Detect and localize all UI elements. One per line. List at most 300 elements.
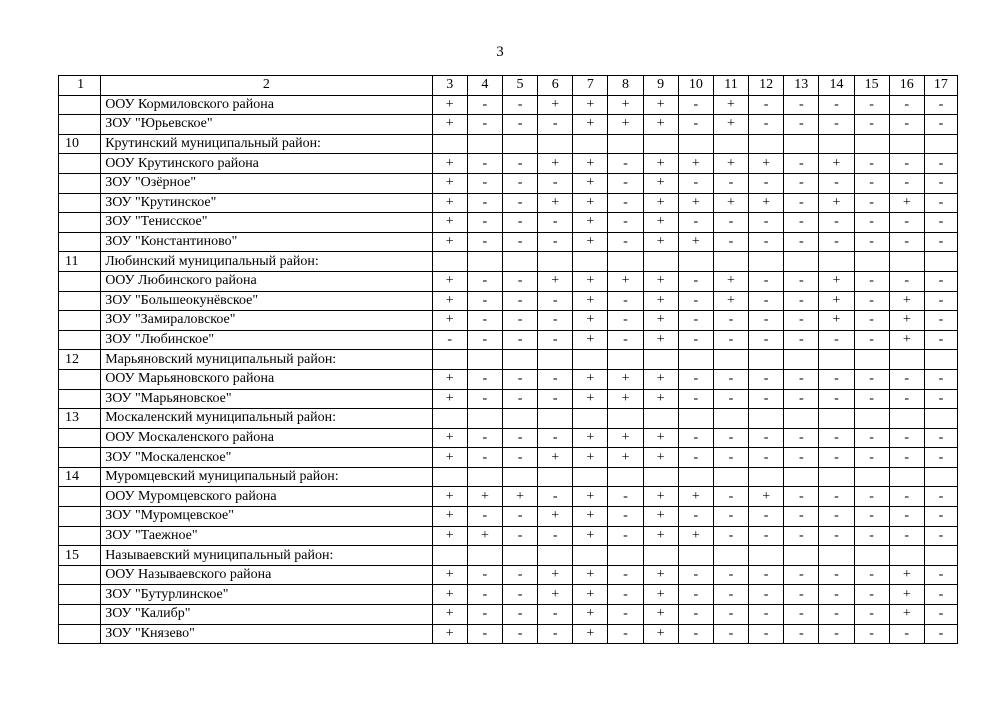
mark-cell: - (749, 173, 784, 193)
table-row (59, 271, 958, 291)
mark-cell (608, 252, 643, 272)
mark-cell (819, 134, 854, 154)
mark-cell: + (889, 330, 924, 350)
table-row (59, 213, 958, 233)
mark-cell (784, 134, 819, 154)
mark-cell: - (784, 428, 819, 448)
mark-cell: - (819, 526, 854, 546)
table-row (59, 507, 958, 527)
mark-cell: - (467, 291, 502, 311)
district-row (59, 350, 958, 370)
mark-cell (889, 546, 924, 566)
row-number (59, 389, 101, 409)
mark-cell: + (538, 154, 573, 174)
mark-cell: + (608, 95, 643, 115)
mark-cell: - (538, 330, 573, 350)
mark-cell: - (784, 565, 819, 585)
mark-cell: + (678, 487, 713, 507)
mark-cell: - (889, 428, 924, 448)
mark-cell: - (924, 291, 957, 311)
mark-cell: - (854, 213, 889, 233)
row-number (59, 428, 101, 448)
mark-cell: - (713, 487, 748, 507)
mark-cell: + (643, 213, 678, 233)
mark-cell (889, 409, 924, 429)
mark-cell: - (854, 95, 889, 115)
mark-cell: - (678, 115, 713, 135)
mark-cell (538, 252, 573, 272)
mark-cell: - (502, 95, 537, 115)
mark-cell: - (678, 565, 713, 585)
mark-cell: - (889, 271, 924, 291)
mark-cell: - (713, 311, 748, 331)
mark-cell: - (819, 624, 854, 644)
mark-cell: + (713, 154, 748, 174)
mark-cell (854, 350, 889, 370)
mark-cell: + (467, 526, 502, 546)
mark-cell: - (502, 193, 537, 213)
mark-cell: - (713, 369, 748, 389)
row-number (59, 115, 101, 135)
mark-cell: + (643, 448, 678, 468)
mark-cell: - (538, 526, 573, 546)
mark-cell: + (643, 115, 678, 135)
mark-cell: + (573, 232, 608, 252)
mark-cell (538, 350, 573, 370)
column-header-3: 3 (432, 76, 467, 96)
mark-cell (608, 134, 643, 154)
page-number: 3 (496, 44, 504, 60)
mark-cell: - (467, 95, 502, 115)
mark-cell: - (819, 369, 854, 389)
organization-name: ЗОУ "Юрьевское" (101, 115, 432, 135)
mark-cell (749, 134, 784, 154)
mark-cell: - (749, 291, 784, 311)
organization-name: ООУ Муромцевского района (101, 487, 432, 507)
mark-cell: + (819, 154, 854, 174)
table-row (59, 585, 958, 605)
mark-cell: + (432, 291, 467, 311)
organization-name: ЗОУ "Калибр" (101, 605, 432, 625)
mark-cell: - (467, 330, 502, 350)
mark-cell: - (819, 565, 854, 585)
mark-cell: + (573, 291, 608, 311)
row-number (59, 291, 101, 311)
mark-cell (538, 409, 573, 429)
mark-cell: + (432, 369, 467, 389)
mark-cell: - (713, 213, 748, 233)
district-row (59, 546, 958, 566)
column-header-15: 15 (854, 76, 889, 96)
mark-cell: - (924, 311, 957, 331)
mark-cell: - (889, 526, 924, 546)
mark-cell: + (819, 193, 854, 213)
mark-cell (678, 546, 713, 566)
table-row (59, 291, 958, 311)
mark-cell: - (784, 232, 819, 252)
mark-cell: - (678, 369, 713, 389)
mark-cell (713, 546, 748, 566)
mark-cell: - (784, 311, 819, 331)
mark-cell: - (819, 115, 854, 135)
mark-cell (467, 546, 502, 566)
mark-cell: - (608, 154, 643, 174)
column-header-12: 12 (749, 76, 784, 96)
mark-cell (678, 467, 713, 487)
mark-cell (678, 134, 713, 154)
mark-cell: - (713, 605, 748, 625)
mark-cell (924, 409, 957, 429)
mark-cell: - (467, 213, 502, 233)
mark-cell: - (924, 428, 957, 448)
mark-cell: - (924, 624, 957, 644)
row-number (59, 624, 101, 644)
mark-cell: - (854, 487, 889, 507)
mark-cell: - (889, 624, 924, 644)
mark-cell: + (643, 271, 678, 291)
mark-cell (924, 134, 957, 154)
mark-cell (538, 467, 573, 487)
mark-cell (502, 350, 537, 370)
row-number: 14 (59, 467, 101, 487)
row-number (59, 585, 101, 605)
mark-cell: - (819, 605, 854, 625)
mark-cell: - (678, 605, 713, 625)
column-header-2: 2 (101, 76, 432, 96)
mark-cell: - (538, 115, 573, 135)
mark-cell: + (432, 448, 467, 468)
mark-cell: - (502, 585, 537, 605)
mark-cell: + (643, 311, 678, 331)
organization-name: ЗОУ "Князево" (101, 624, 432, 644)
header-row (59, 76, 958, 96)
mark-cell: + (432, 585, 467, 605)
mark-cell: - (678, 624, 713, 644)
organization-name: ЗОУ "Большеокунёвское" (101, 291, 432, 311)
mark-cell (432, 546, 467, 566)
row-number: 15 (59, 546, 101, 566)
table-row (59, 173, 958, 193)
table-row (59, 565, 958, 585)
mark-cell: - (924, 330, 957, 350)
mark-cell: + (573, 428, 608, 448)
mark-cell: + (573, 95, 608, 115)
mark-cell: - (749, 115, 784, 135)
mark-cell: + (502, 487, 537, 507)
mark-cell (713, 409, 748, 429)
mark-cell: - (538, 389, 573, 409)
mark-cell: + (432, 507, 467, 527)
mark-cell (924, 546, 957, 566)
mark-cell: + (432, 624, 467, 644)
mark-cell: - (854, 193, 889, 213)
mark-cell (467, 134, 502, 154)
mark-cell (538, 134, 573, 154)
mark-cell: - (713, 330, 748, 350)
mark-cell (819, 546, 854, 566)
mark-cell: + (573, 369, 608, 389)
mark-cell: - (608, 507, 643, 527)
mark-cell: - (889, 232, 924, 252)
mark-cell: - (889, 115, 924, 135)
mark-cell: - (502, 526, 537, 546)
mark-cell: + (643, 95, 678, 115)
mark-cell (854, 252, 889, 272)
district-row (59, 134, 958, 154)
mark-cell (502, 409, 537, 429)
table-row (59, 115, 958, 135)
mark-cell: + (432, 271, 467, 291)
mark-cell: + (538, 95, 573, 115)
mark-cell: - (854, 154, 889, 174)
mark-cell: - (784, 448, 819, 468)
mark-cell: - (678, 311, 713, 331)
mark-cell (854, 134, 889, 154)
mark-cell: - (784, 291, 819, 311)
mark-cell (608, 467, 643, 487)
mark-cell: + (432, 232, 467, 252)
district-name: Любинский муниципальный район: (101, 252, 432, 272)
mark-cell (924, 252, 957, 272)
row-number (59, 154, 101, 174)
mark-cell: + (573, 311, 608, 331)
mark-cell (643, 350, 678, 370)
mark-cell: + (643, 291, 678, 311)
mark-cell: + (432, 193, 467, 213)
column-header-11: 11 (713, 76, 748, 96)
mark-cell: - (889, 487, 924, 507)
mark-cell: - (749, 369, 784, 389)
mark-cell: - (749, 448, 784, 468)
column-header-7: 7 (573, 76, 608, 96)
table-row (59, 428, 958, 448)
mark-cell: + (608, 115, 643, 135)
column-header-9: 9 (643, 76, 678, 96)
mark-cell: - (889, 389, 924, 409)
mark-cell: - (538, 291, 573, 311)
mark-cell: - (678, 173, 713, 193)
mark-cell: + (643, 154, 678, 174)
mark-cell: - (538, 173, 573, 193)
mark-cell: - (854, 605, 889, 625)
organization-name: ЗОУ "Озёрное" (101, 173, 432, 193)
mark-cell: + (573, 213, 608, 233)
mark-cell: + (432, 213, 467, 233)
row-number: 10 (59, 134, 101, 154)
mark-cell: + (643, 507, 678, 527)
mark-cell: - (502, 605, 537, 625)
mark-cell: + (889, 585, 924, 605)
mark-cell: + (819, 311, 854, 331)
mark-cell (819, 252, 854, 272)
mark-cell: - (749, 389, 784, 409)
organization-name: ЗОУ "Бутурлинское" (101, 585, 432, 605)
mark-cell: + (643, 369, 678, 389)
mark-cell (467, 252, 502, 272)
mark-cell: - (502, 369, 537, 389)
mark-cell: - (819, 448, 854, 468)
mark-cell: + (749, 487, 784, 507)
mark-cell: + (678, 232, 713, 252)
mark-cell: + (573, 507, 608, 527)
mark-cell: + (678, 154, 713, 174)
mark-cell (502, 546, 537, 566)
mark-cell: - (678, 213, 713, 233)
mark-cell (749, 409, 784, 429)
mark-cell: - (467, 605, 502, 625)
mark-cell: + (713, 193, 748, 213)
mark-cell: - (784, 605, 819, 625)
mark-cell: - (924, 271, 957, 291)
mark-cell: - (854, 565, 889, 585)
mark-cell: - (784, 487, 819, 507)
row-number (59, 193, 101, 213)
mark-cell: - (924, 115, 957, 135)
organization-name: ЗОУ "Муромцевское" (101, 507, 432, 527)
mark-cell: - (678, 389, 713, 409)
mark-cell: - (854, 232, 889, 252)
mark-cell: - (749, 232, 784, 252)
organization-name: ООУ Любинского района (101, 271, 432, 291)
mark-cell: - (713, 624, 748, 644)
mark-cell: - (819, 173, 854, 193)
organization-name: ЗОУ "Замираловское" (101, 311, 432, 331)
mark-cell (573, 252, 608, 272)
mark-cell (819, 350, 854, 370)
district-row (59, 467, 958, 487)
mark-cell: + (643, 487, 678, 507)
mark-cell: - (749, 428, 784, 448)
mark-cell: - (713, 565, 748, 585)
mark-cell: - (854, 173, 889, 193)
mark-cell: - (713, 232, 748, 252)
organization-name: ООУ Крутинского района (101, 154, 432, 174)
table-row (59, 193, 958, 213)
mark-cell: + (889, 311, 924, 331)
mark-cell: - (467, 585, 502, 605)
mark-cell: - (784, 624, 819, 644)
mark-cell (643, 409, 678, 429)
mark-cell: + (573, 330, 608, 350)
mark-cell: + (819, 291, 854, 311)
mark-cell: - (467, 565, 502, 585)
mark-cell: - (467, 389, 502, 409)
row-number (59, 605, 101, 625)
organization-name: ООУ Марьяновского района (101, 369, 432, 389)
mark-cell (467, 350, 502, 370)
mark-cell: + (643, 232, 678, 252)
column-header-5: 5 (502, 76, 537, 96)
mark-cell (749, 546, 784, 566)
table-row (59, 154, 958, 174)
mark-cell: + (889, 193, 924, 213)
mark-cell (502, 467, 537, 487)
mark-cell: - (713, 389, 748, 409)
mark-cell (854, 409, 889, 429)
mark-cell: - (749, 585, 784, 605)
mark-cell: - (924, 389, 957, 409)
mark-cell: + (749, 193, 784, 213)
district-name: Марьяновский муниципальный район: (101, 350, 432, 370)
row-number: 12 (59, 350, 101, 370)
mark-cell: - (502, 311, 537, 331)
row-number (59, 526, 101, 546)
mark-cell: + (643, 193, 678, 213)
mark-cell: - (538, 213, 573, 233)
mark-cell: - (924, 487, 957, 507)
column-header-10: 10 (678, 76, 713, 96)
mark-cell (467, 409, 502, 429)
mark-cell: - (608, 585, 643, 605)
mark-cell: - (854, 389, 889, 409)
mark-cell: - (467, 154, 502, 174)
mark-cell: - (854, 330, 889, 350)
mark-cell: - (854, 624, 889, 644)
table-row (59, 605, 958, 625)
mark-cell: - (749, 624, 784, 644)
mark-cell: - (889, 369, 924, 389)
mark-cell (854, 546, 889, 566)
mark-cell: - (538, 605, 573, 625)
mark-cell: - (854, 526, 889, 546)
mark-cell: + (608, 448, 643, 468)
mark-cell: + (608, 271, 643, 291)
mark-cell: - (924, 213, 957, 233)
mark-cell: - (924, 193, 957, 213)
organization-name: ЗОУ "Крутинское" (101, 193, 432, 213)
mark-cell: - (713, 526, 748, 546)
mark-cell: - (678, 271, 713, 291)
mark-cell (538, 546, 573, 566)
mark-cell: - (502, 115, 537, 135)
mark-cell (749, 467, 784, 487)
column-header-1: 1 (59, 76, 101, 96)
mark-cell: + (432, 605, 467, 625)
mark-cell: - (854, 428, 889, 448)
mark-cell: - (819, 330, 854, 350)
mark-cell: - (678, 330, 713, 350)
mark-cell: - (784, 95, 819, 115)
mark-cell: + (538, 193, 573, 213)
mark-cell (749, 252, 784, 272)
mark-cell: - (749, 95, 784, 115)
mark-cell: + (538, 565, 573, 585)
mark-cell: + (678, 193, 713, 213)
column-header-14: 14 (819, 76, 854, 96)
organization-name: ООУ Называевского района (101, 565, 432, 585)
mark-cell: + (573, 526, 608, 546)
mark-cell (924, 350, 957, 370)
mark-cell (784, 252, 819, 272)
row-number (59, 95, 101, 115)
mark-cell: - (854, 507, 889, 527)
mark-cell: - (889, 213, 924, 233)
mark-cell: - (749, 311, 784, 331)
mark-cell: - (608, 330, 643, 350)
mark-cell: - (678, 291, 713, 311)
mark-cell: - (749, 565, 784, 585)
mark-cell (749, 350, 784, 370)
mark-cell: - (784, 213, 819, 233)
row-number (59, 213, 101, 233)
mark-cell: - (924, 173, 957, 193)
mark-cell (889, 350, 924, 370)
mark-cell: - (538, 428, 573, 448)
mark-cell: - (784, 330, 819, 350)
organization-name: ЗОУ "Любинское" (101, 330, 432, 350)
mark-cell: - (678, 95, 713, 115)
mark-cell (608, 409, 643, 429)
